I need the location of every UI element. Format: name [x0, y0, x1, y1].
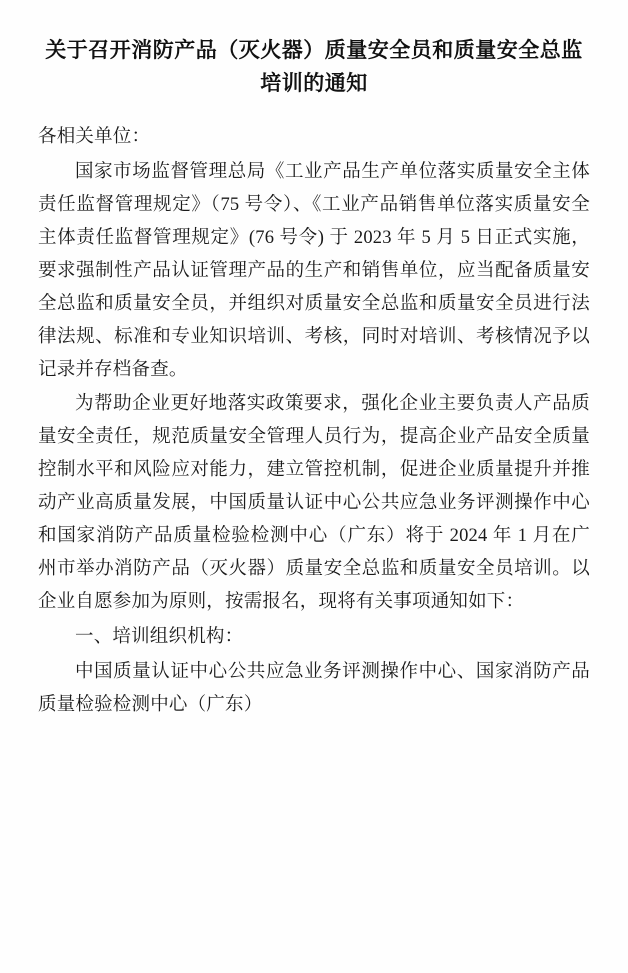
body-paragraph-2: 为帮助企业更好地落实政策要求，强化企业主要负责人产品质量安全责任，规范质量安全管理人员行为，提高企业产品安全质量控制水平和风险应对能力，建立管控机制，促进企业质量提升并推动产业高质量发展，中国质量认证中心公共应急业务评测操作中心和国家消防产品质量检验检测中心（广东）将于 2024 年 1 月在广州市举办消防产品（灭火器）质量安全总监和质量安全员培训。以企业自愿参加为原则，按需报名，现将有关事项通知如下： [38, 394, 590, 612]
page-title: 关于召开消防产品（灭火器）质量安全员和质量安全总监培训的通知 [45, 38, 583, 95]
document-body [38, 121, 590, 722]
salutation: 各相关单位： [38, 127, 151, 148]
section-heading-1: 一、培训组织机构： [75, 626, 244, 647]
body-paragraph-1: 国家市场监督管理总局《工业产品生产单位落实质量安全主体责任监督管理规定》（75 号令）、《工业产品销售单位落实质量安全主体责任监督管理规定》(76 号令) 于 2023 年 5 月 5 日正式实施，要求强制性产品认证管理产品的生产和销售单位，应当配备质量安全总监和质量安全员，并组织对质量安全总监和质量安全员进行法律法规、标准和专业知识培训、考核，同时对培训、考核情况予以记录并存档备查。 [38, 162, 590, 380]
section-body-1: 中国质量认证中心公共应急业务评测操作中心、国家消防产品质量检验检测中心（广东） [38, 661, 590, 715]
